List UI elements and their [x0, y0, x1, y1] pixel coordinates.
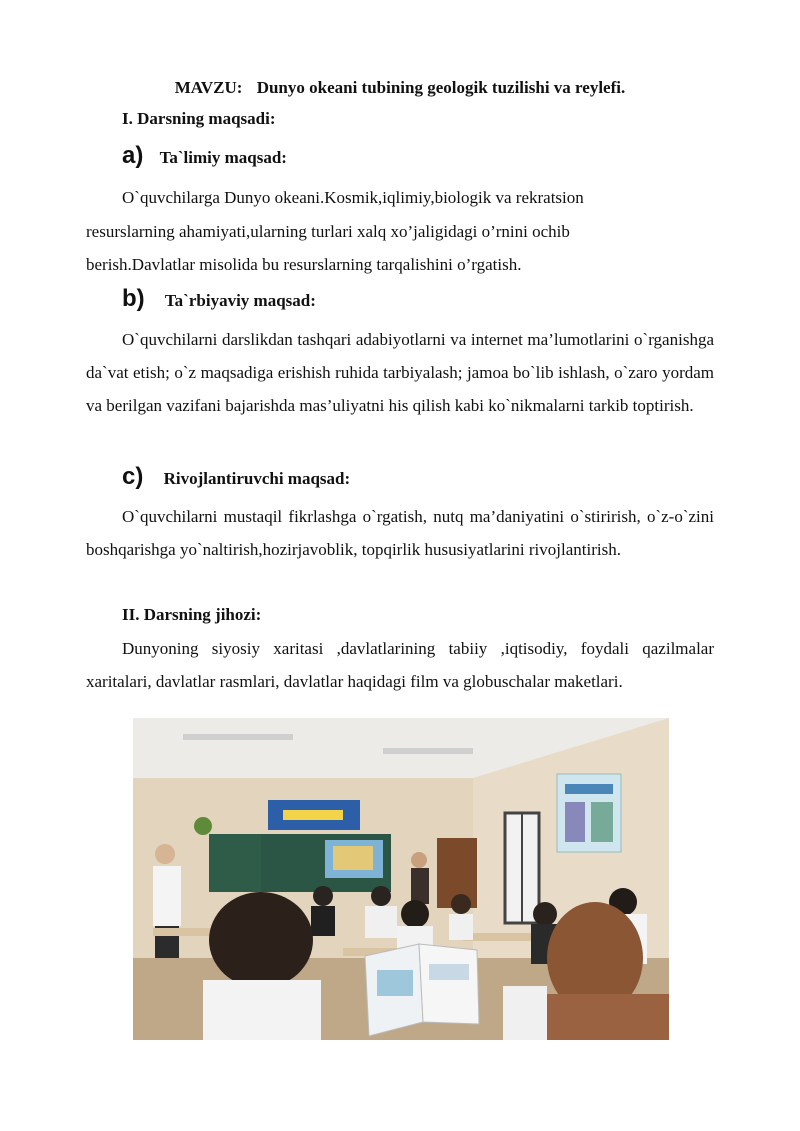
goal-a-line-1: O`quvchilarga Dunyo okeani.Kosmik,iqlimiy,biologik va rekratsion [122, 188, 584, 207]
goal-c-paragraph: O`quvchilarni mustaqil fikrlashga o`rgatish, nutq ma’daniyatini o`stirirish, o`z-o`zini boshqarishga yo`naltirish,hozirjavoblik, topqirlik hususiyatlarini rivojlantirish. [86, 507, 714, 559]
title-label: MAVZU: [174, 78, 243, 97]
goal-a-marker: a) [122, 142, 144, 169]
section-2-heading: II. Darsning jihozi: [122, 605, 262, 624]
goal-a-line-2: resurslarning ahamiyati,ularning turlari xalq xo’jaligidagi o’rnini ochib [86, 222, 570, 241]
title-text: Dunyo okeani tubining geologik tuzilishi va reylefi. [256, 78, 626, 97]
goal-b-marker: b) [122, 285, 145, 312]
goal-c-heading: Rivojlantiruvchi maqsad: [163, 469, 351, 488]
goal-a-line-3: berish.Davlatlar misolida bu resurslarning tarqalishini o’rgatish. [86, 255, 522, 274]
section-2-paragraph: Dunyoning siyosiy xaritasi ,davlatlarining tabiiy ,iqtisodiy, foydali qazilmalar xaritalari, davlatlar rasmlari, davlatlar haqidagi film va globuschalar maketlari. [86, 639, 714, 691]
goal-b-heading-row [122, 285, 316, 312]
goal-b-heading: Ta`rbiyaviy maqsad: [164, 291, 316, 310]
section-1-heading: I. Darsning maqsadi: [122, 109, 276, 128]
goal-b-paragraph: O`quvchilarni darslikdan tashqari adabiyotlarni va internet ma’lumotlarini o`rganishga da`vat etish; o`z maqsadiga erishish ruhida tarbiyalash; jamoa bo`lib ishlash, o`zaro yordam va berilgan vazifani bajarishda mas’uliyatni his qilish kabi ko`nikmalarni tarkib toptirish. [86, 330, 714, 415]
page-title [0, 77, 800, 99]
goal-a-heading-row [122, 142, 287, 169]
goal-c-heading-row [122, 463, 351, 490]
goal-c-marker: c) [122, 463, 144, 490]
goal-a-heading: Ta`limiy maqsad: [159, 148, 287, 167]
classroom-photo [133, 718, 669, 1040]
